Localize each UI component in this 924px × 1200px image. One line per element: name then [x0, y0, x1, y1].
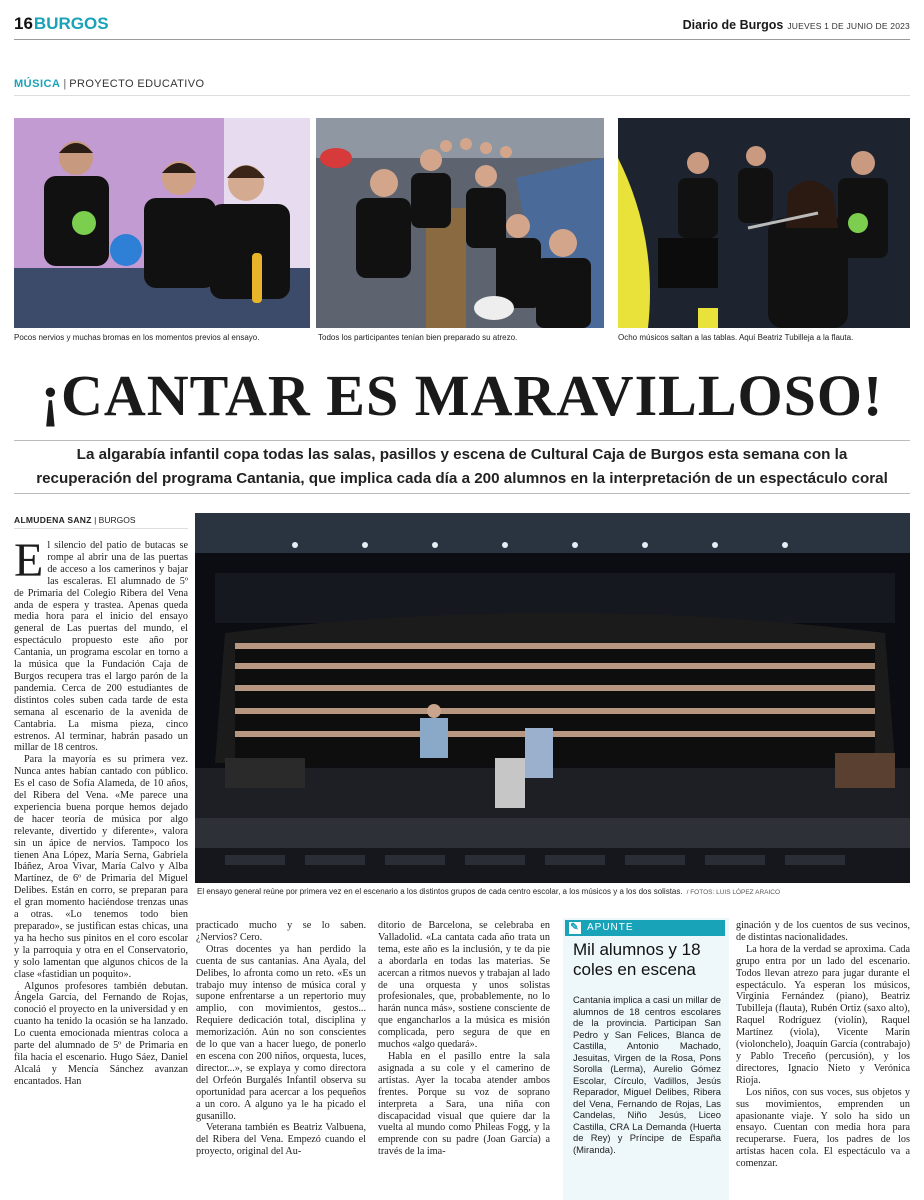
- article-kicker: MÚSICA | PROYECTO EDUCATIVO: [14, 78, 910, 96]
- author-name: ALMUDENA SANZ: [14, 515, 92, 525]
- paragraph: practicado mucho y se lo saben. ¿Nervios? Cero.: [196, 920, 366, 943]
- paragraph: Algunos profesores también debutan. Ángela García, del Fernando de Rojas, conoció el proyecto en la universidad y en cuanto ha tenido la ocasión se ha lanzado. Lo cuenta emocionada mientras coloca a parte del alumnado de 5º de Primaria en fila hacia el escenario. Hugo Sáez, Daniel Alcalá y Mencía Sánchez avanzan encantados. Han: [14, 980, 188, 1087]
- paragraph: Habla en el pasillo entre la sala asignada a su cole y el camerino de artistas. Ayer la tocaba atender ambos frentes. Porque su voz de soprano interpreta a Sara, una niña con discapacidad visual que quiere dar la vuelta al mundo como Phileas Fogg, y la emprende con su padre (Joan García) a través de la ima-: [378, 1050, 550, 1158]
- page-number: 16: [14, 14, 33, 33]
- dropcap: E: [14, 534, 44, 587]
- article-column-5: [736, 920, 910, 1170]
- apunte-tag: [565, 920, 725, 936]
- section-name: BURGOS: [33, 14, 109, 33]
- masthead: [683, 18, 910, 32]
- issue-date: JUEVES 1 DE JUNIO DE 2023: [787, 21, 910, 31]
- deck-line-2: recuperación del programa Cantania, que implica cada día a 200 alumnos en la interpretación de un espectáculo coral: [36, 470, 888, 487]
- photo-students-rehearsal: [14, 118, 310, 328]
- paragraph-text: l silencio del patio de butacas se rompe al abrir una de las puertas de acceso a los camerinos y bajar las escaleras. El alumnado de 5º de Primaria del Colegio Ribera del Vena anda de espera y trastea. Apenas queda media hora para el inicio del ensayo general de Las puertas del mundo, el espectáculo propuesto este año por Cantania, un programa escolar en torno a la música que la Fundación Caja de Burgos recupera tras el largo parón de la pandemia. Cerca de 200 estudiantes de distintos coles suben cada tarde de esta semana al escenario de la avenida de Cantabria. La misma pieza, cinco estrenos. Al terminar, habrán pasado un millar de 18 centros.: [14, 540, 188, 754]
- photo-students-with-props: [316, 118, 604, 328]
- paragraph: Veterana también es Beatriz Valbuena, del Ribera del Vena. Empezó cuando el proyecto, original del Au-: [196, 1122, 366, 1158]
- pen-icon: ✎: [570, 922, 580, 933]
- sidebar-title: Mil alumnos y 18 coles en escena: [573, 940, 701, 979]
- photo-credit: / FOTOS: LUIS LÓPEZ ARAICO: [686, 889, 781, 896]
- article-column-3: [378, 920, 550, 1158]
- photo3-caption: Ocho músicos saltan a las tablas. Aquí Beatriz Tubilleja a la flauta.: [618, 333, 854, 342]
- kicker-subcategory: PROYECTO EDUCATIVO: [69, 78, 205, 90]
- paragraph: Para la mayoría es su primera vez. Nunca antes habían cantado con público. Es el caso de Sofía Alameda, de 10 años, del Ribera del Vena. «Me parece una experiencia buena porque hemos dejado de hacer teoría de música por algo relevante, divertido y diferente», valora sin un ápice de nervios. Tampoco los tienen Ana López, María Serna, Gabriela Ibáñez, Aroa Vivar, María Calvo y Alba Martínez, de 6º de Primaria del Miguel Delibes. Están en corro, se preparan para el gran momento haciéndose trenzas unas a otras. «Lo tenemos todo bien preparado», se justifican estas chicas, una ya ha hecho sus pinitos en el coro escolar y la parroquia y otra en el Conservatorio, y solo lamentan que algunos chicos de la clase «fastidian un poquito».: [14, 754, 188, 980]
- paragraph: ditorio de Barcelona, se celebraba en Valladolid. «La cantata cada año trata un tema, este año es la inclusión, y te da pie a abordarla en todas las materias. Se acercan a ritmos nuevos y trabajan al lado de una orquesta y unos solistas profesionales, que, probablemente, no lo harán nunca más», sostiene consciente de que engancharlos a la música es misión complicada, pero segura de que en muchos «algo quedará».: [378, 920, 550, 1051]
- photo-flutist-performer: [618, 118, 910, 328]
- article-headline: ¡CANTAR ES MARAVILLOSO!: [40, 363, 884, 428]
- paragraph: Otras docentes ya han perdido la cuenta de sus cantanias. Ana Ayala, del Delibes, lo afronta como un reto. «Es un trabajo muy intenso de música coral y supone enfrentarse a un repertorio muy amplio, con movimientos, gestos... Requiere dedicación total, disciplina y memorización. Aún no son conscientes de lo que van a hacer luego, de ponerlo en escena con 200 niños, orquesta, luces, director...», se explaya y como directora del Orfeón Burgalés Infantil observa su oportunidad para acercar a los pequeños a un coro. A alguno ya le ha picado el gusanillo.: [196, 943, 366, 1122]
- article-column-1: [14, 534, 188, 1088]
- sidebar-body: Cantania implica a casi un millar de alumnos de 18 centros escolares de la provincia. Participan San Pedro y San Felices, Blanca de Castilla, Antonio Machado, Jesuitas, Virgen de la Rosa, Pons Sorolla (Lerma), Aurelio Gómez Escolar, Círculo, Vadillos, Jesús Reparador, Miguel Delibes, Ribera del Vena, Fernando de Rojas, Las Candelas, Niño Jesús, Liceo Castilla, CRA La Demanda (Huerta de Rey) y Príncipe de España (Miranda).: [573, 994, 721, 1155]
- newspaper-name: Diario de Burgos: [682, 18, 784, 32]
- photo1-caption: Pocos nervios y muchas bromas en los momentos previos al ensayo.: [14, 333, 260, 342]
- paragraph: La hora de la verdad se aproxima. Cada grupo entra por un lado del escenario. Todos llevan atrezo para jugar durante el espectáculo. Ya esperan los músicos, Virginia Fernández (piano), Beatriz Tubilleja (flauta), Rubén Ortiz (saxo alto), Raquel Rodríguez (violín), Raquel Martínez (viola), Vicente Marín (violonchelo), Joaquín García (contrabajo) y Pablo Treceño (percusión), y los directores, Ignacio Nieto y Verónica Rioja.: [736, 943, 910, 1086]
- main-photo-caption: [197, 887, 780, 896]
- page-section-label: [14, 14, 109, 34]
- article-deck: [14, 440, 910, 494]
- apunte-label: APUNTE: [587, 922, 634, 933]
- byline: ALMUDENA SANZ | BURGOS: [14, 515, 188, 529]
- article-column-2: [196, 920, 366, 1158]
- photo-choir-on-stage: [195, 513, 910, 883]
- photo2-caption: Todos los participantes tenían bien preparado su atrezo.: [318, 333, 518, 342]
- paragraph: [14, 534, 188, 754]
- paragraph: ginación y de los cuentos de sus vecinos, de distintas nacionalidades.: [736, 920, 910, 943]
- deck-line-1: La algarabía infantil copa todas las salas, pasillos y escena de Cultural Caja de Burgos esta semana con la: [76, 446, 848, 463]
- kicker-category: MÚSICA: [14, 78, 61, 90]
- paragraph: Los niños, con sus voces, sus objetos y sus movimientos, emprenden un apasionante viaje. Y solo ha sido un ensayo. Cuentan con media hora para recuperarse. Fuera, los padres de los artistas hacen cola. El espectáculo va a comenzar.: [736, 1086, 910, 1170]
- main-caption-text: El ensayo general reúne por primera vez en el escenario a los distintos grupos de cada centro escolar, a los músicos y a los dos solistas.: [197, 887, 683, 896]
- page-header: [14, 14, 910, 40]
- byline-location: BURGOS: [98, 515, 136, 525]
